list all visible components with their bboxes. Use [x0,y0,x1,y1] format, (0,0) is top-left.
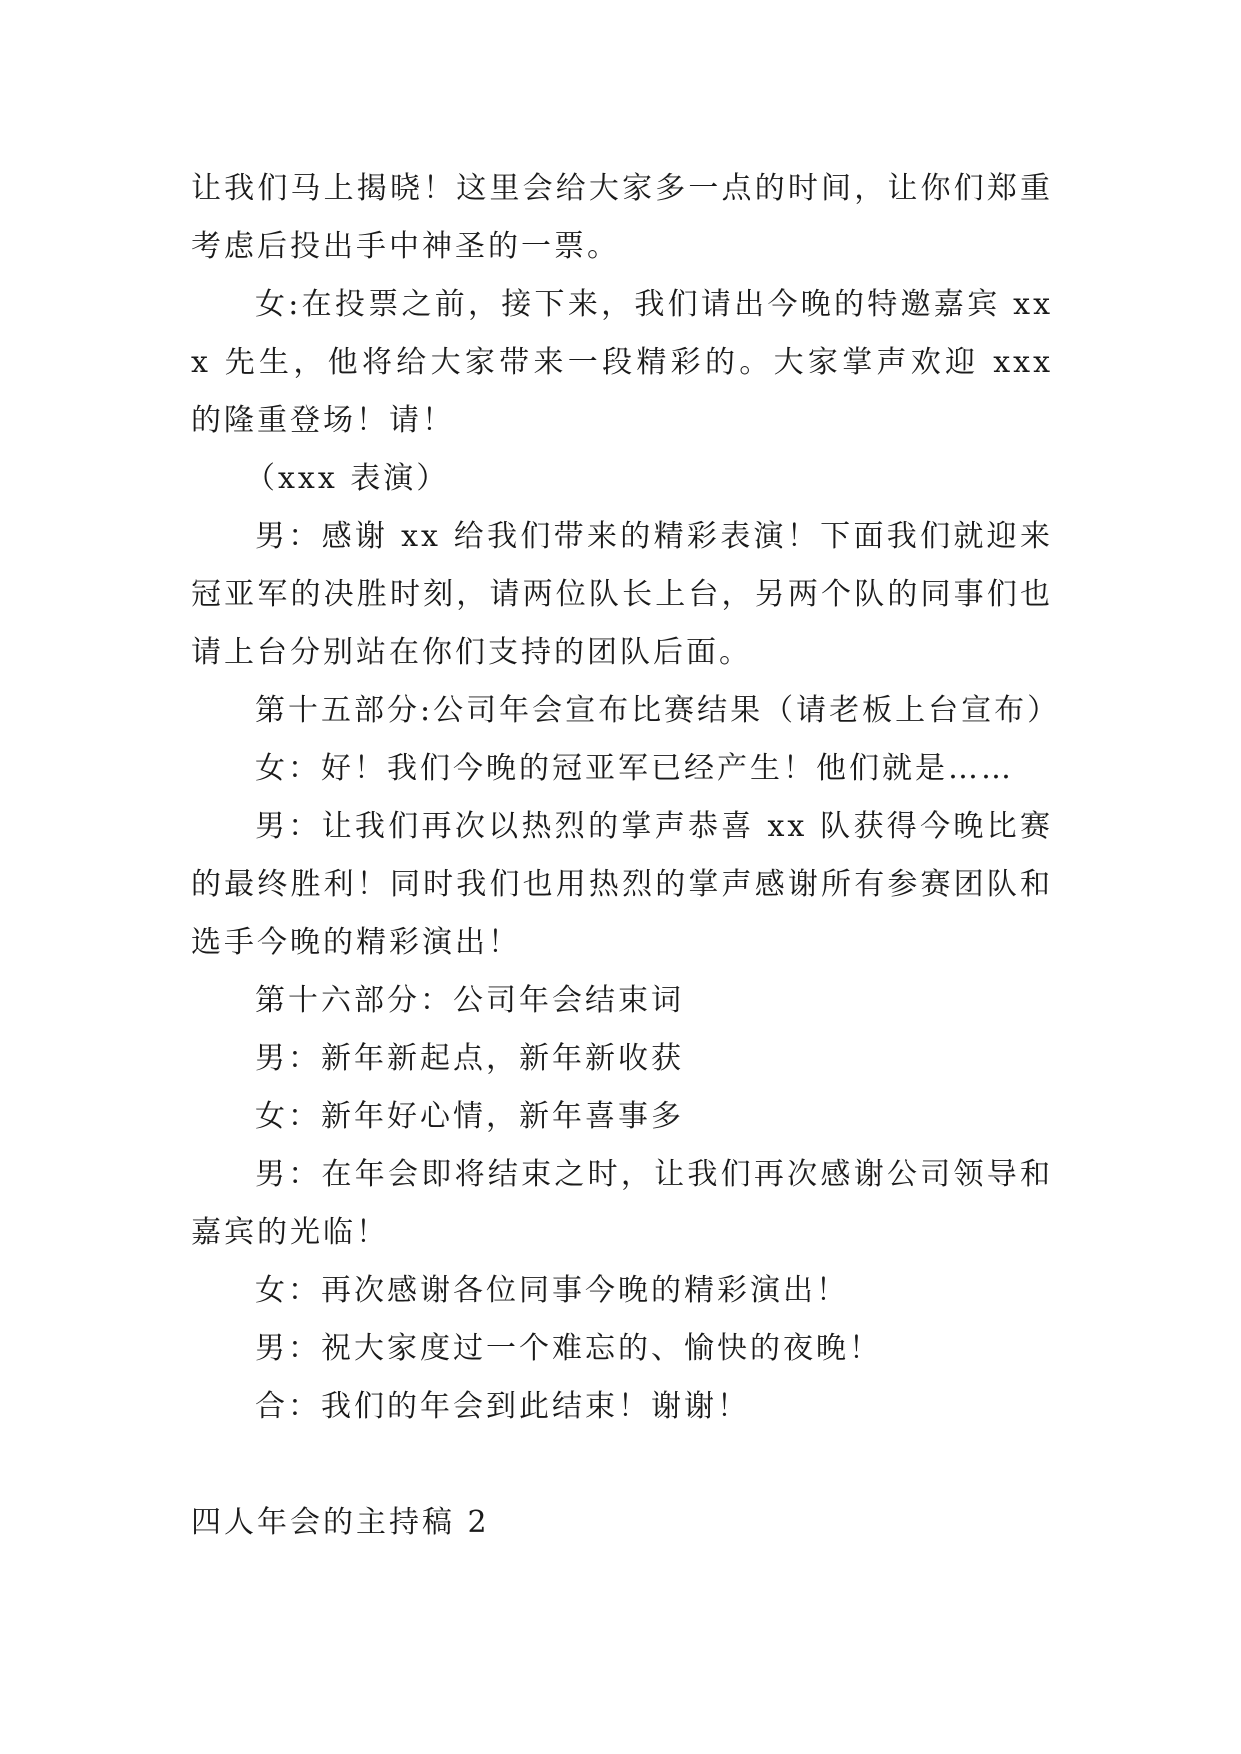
paragraph: 男：感谢 xx 给我们带来的精彩表演！下面我们就迎来冠亚军的决胜时刻，请两位队长上台，另两个队的同事们也请上台分别站在你们支持的团队后面。 [191,519,1053,670]
paragraph: 女:在投票之前，接下来，我们请出今晚的特邀嘉宾 xxx 先生，他将给大家带来一段精彩的。大家掌声欢迎 xxx 的隆重登场！请！ [191,287,1053,438]
paragraph: 男：祝大家度过一个难忘的、愉快的夜晚！ [255,1331,882,1366]
paragraph: 女：再次感谢各位同事今晚的精彩演出！ [255,1273,849,1308]
section-heading: 四人年会的主持稿 2 [191,1505,490,1540]
section-title-16: 第十六部分：公司年会结束词 [255,983,684,1018]
paragraph: 女：好！我们今晚的冠亚军已经产生！他们就是…… [255,751,1014,786]
paragraph: 男：在年会即将结束之时，让我们再次感谢公司领导和嘉宾的光临！ [191,1157,1053,1250]
blank-line [191,1436,1053,1494]
paragraph: 男：让我们再次以热烈的掌声恭喜 xx 队获得今晚比赛的最终胜利！同时我们也用热烈的掌声感谢所有参赛团队和选手今晚的精彩演出！ [191,809,1053,960]
paragraph-continued: 让我们马上揭晓！这里会给大家多一点的时间，让你们郑重考虑后投出手中神圣的一票。 [191,171,1053,264]
paragraph-stage-note: （xxx 表演） [245,461,450,496]
paragraph: 女：新年好心情，新年喜事多 [255,1099,684,1134]
paragraph: 男：新年新起点，新年新收获 [255,1041,684,1076]
document-body [191,160,1061,1552]
section-title-15: 第十五部分:公司年会宣布比赛结果（请老板上台宣布） [255,693,1061,728]
paragraph: 合：我们的年会到此结束！谢谢！ [255,1389,750,1424]
